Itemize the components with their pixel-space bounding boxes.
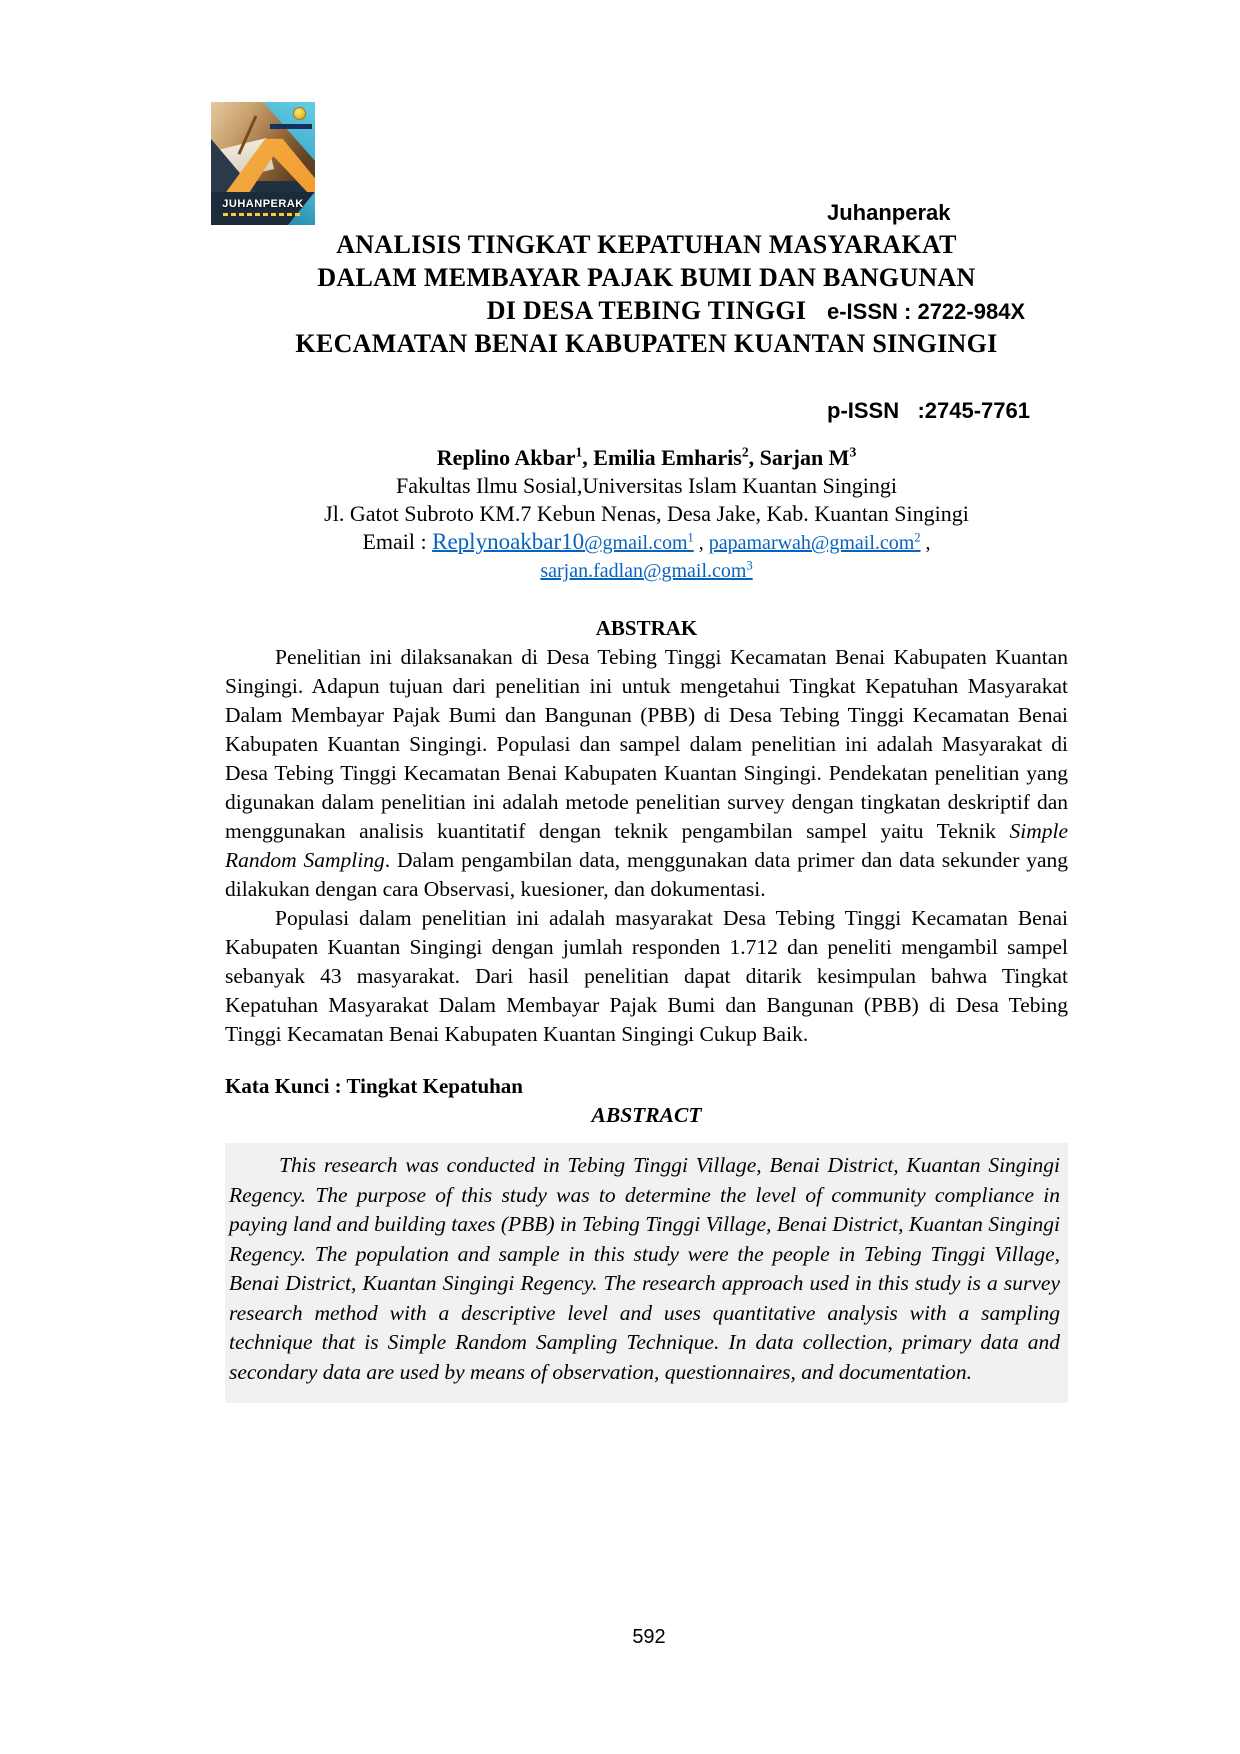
article-title (225, 228, 1068, 360)
article-content (225, 228, 1068, 1425)
abstrak-paragraph: Populasi dalam penelitian ini adalah masyarakat Desa Tebing Tinggi Kecamatan Benai Kabupaten Kuantan Singingi dengan jumlah responden 1.712 dan peneliti mengambil sampel sebanyak 43 masyarakat. Dari hasil penelitian dapat ditarik kesimpulan bahwa Tingkat Kepatuhan Masyarakat Dalam Membayar Pajak Bumi dan Bangunan (PBB) di Desa Tebing Tinggi Kecamatan Benai Kabupaten Kuantan Singingi Cukup Baik. (225, 906, 1068, 1046)
email-link[interactable]: Replynoakbar10@gmail.com$^1$ (432, 529, 694, 554)
journal-cover-logo (211, 102, 315, 225)
abstract-heading: ABSTRACT (591, 1103, 702, 1127)
keywords-label: Kata Kunci : (225, 1074, 342, 1098)
address-line: Jl. Gatot Subroto KM.7 Kebun Nenas, Desa Jake, Kab. Kuantan Singingi (324, 501, 969, 526)
affiliation-line: Fakultas Ilmu Sosial,Universitas Islam Kuantan Singingi (395, 473, 898, 498)
email-link[interactable]: sarjan.fadlan@gmail.com$^3$ (540, 558, 753, 582)
abstract-en-paragraph: This research was conducted in Tebing Tinggi Village, Benai District, Kuantan Singingi Regency. The purpose of this study was to determine the level of community compliance in paying land and building taxes (PBB) in Tebing Tinggi Village, Benai District, Kuantan Singingi Regency. The population and sample in this study were the people in Tebing Tinggi Village, Benai District, Kuantan Singingi Regency. The research approach used in this study is a survey research method with a descriptive level and uses quantitative analysis with a sampling technique that is Simple Random Sampling Technique. In data collection, primary data and secondary data are used by means of observation, questionnaires, and documentation. (225, 1143, 1068, 1403)
article-title-line: DALAM MEMBAYAR PAJAK BUMI DAN BANGUNAN (317, 263, 976, 292)
journal-name: Juhanperak (827, 200, 951, 225)
abstrak-paragraph: Penelitian ini dilaksanakan di Desa Tebing Tinggi Kecamatan Benai Kabupaten Kuantan Singingi. Adapun tujuan dari penelitian ini untuk mengetahui Tingkat Kepatuhan Masyarakat Dalam Membayar Pajak Bumi dan Bangunan (PBB) di Desa Tebing Tinggi Kecamatan Benai Kabupaten Kuantan Singingi. Populasi dan sampel dalam penelitian ini adalah Masyarakat di Desa Tebing Tinggi Kecamatan Benai Kabupaten Kuantan Singingi. Pendekatan penelitian yang digunakan dalam penelitian ini adalah metode penelitian survey dengan tingkatan deskriptif dan menggunakan analisis kuantitatif dengan teknik pengambilan sampel yaitu Teknik Simple Random Sampling. Dalam pengambilan data, menggunakan data primer dan data sekunder yang dilakukan dengan cara Observasi, kuesioner, dan dokumentasi. (225, 645, 1068, 901)
page-number: 592 (632, 1626, 666, 1648)
author-name: Sarjan $M^3$ (759, 444, 857, 470)
cover-logo-title: JUHANPERAK (222, 198, 304, 211)
author-name: Emilia Emharis$^2$ (593, 444, 749, 470)
abstrak-heading: ABSTRAK (595, 616, 698, 640)
author-name: Replino Akbar$^1$ (436, 444, 583, 470)
article-title-line: DI DESA TEBING TINGGI (486, 296, 807, 325)
emblem-banner-icon (270, 124, 312, 129)
keywords-line (225, 1072, 1068, 1101)
authors-line: Replino Akbar$^1$, Emilia Emharis$^2$, Sarjan $M^3$ (436, 444, 857, 470)
journal-eissn: e-ISSN : 2722-984X (827, 299, 1026, 324)
email-label: Email : (362, 529, 433, 554)
email-link[interactable]: papamarwah@gmail.com$^2$ (708, 530, 921, 554)
cover-logo-subtitle-dashes (223, 213, 302, 216)
article-title-line: KECAMATAN BENAI KABUPATEN KUANTAN SINGINGI (295, 329, 998, 358)
keywords-value: Tingkat Kepatuhan (346, 1074, 523, 1098)
abstrak-body (225, 643, 1068, 1049)
journal-pissn: p-ISSN :2745-7761 (827, 398, 1030, 423)
article-title-line: ANALISIS TINGKAT KEPATUHAN MASYARAKAT (336, 230, 957, 259)
email-line: Email : Replynoakbar10@gmail.com$^1$ , papamarwah@gmail.com$^2$ , sarjan.fadlan@gmail.com$^3$ (362, 529, 931, 582)
university-emblem-icon (293, 107, 306, 120)
